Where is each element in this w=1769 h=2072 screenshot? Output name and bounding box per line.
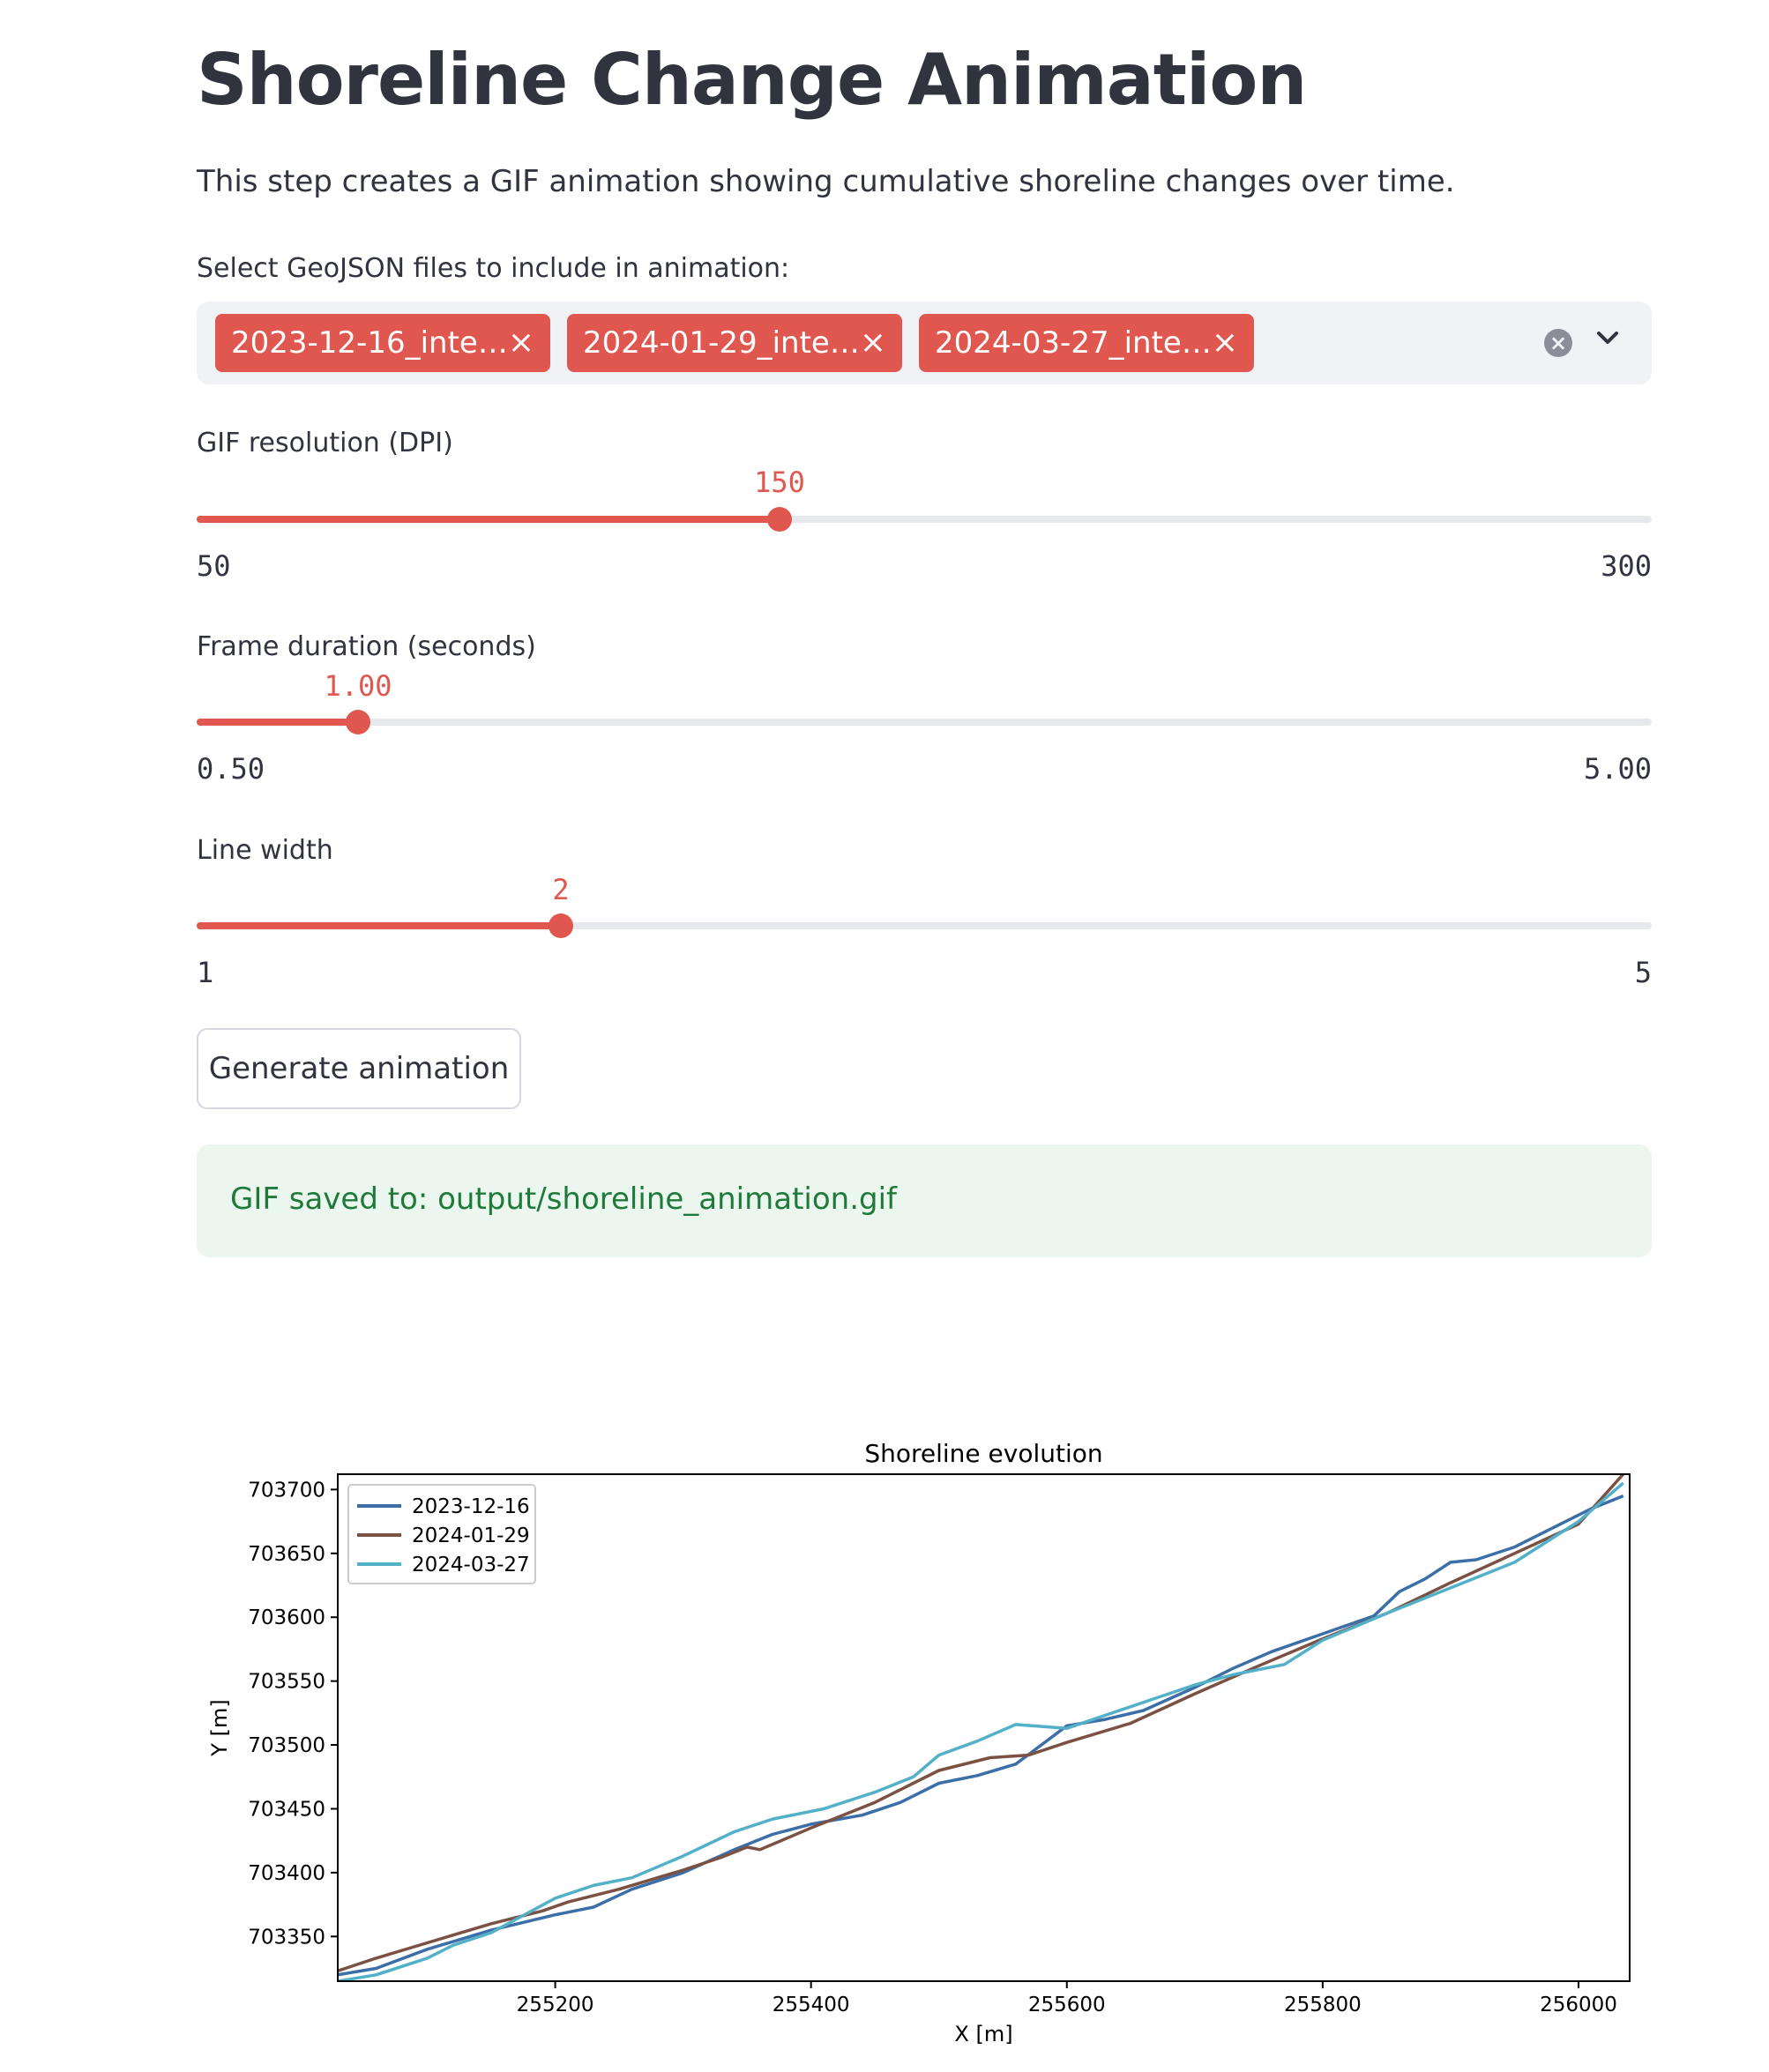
chip-remove-icon[interactable]: × — [859, 324, 886, 361]
chip-label: 2024-01-29_inte… — [583, 325, 860, 361]
y-tick-label: 703350 — [248, 1926, 325, 1949]
line-width-slider-fill — [197, 922, 561, 929]
dpi-slider-thumb[interactable] — [767, 507, 792, 532]
selected-file-chip — [919, 314, 1254, 372]
success-alert — [197, 1144, 1652, 1257]
y-tick-label: 703550 — [248, 1670, 325, 1694]
line-width-slider-thumb[interactable] — [549, 913, 573, 938]
y-tick-label: 703600 — [248, 1606, 325, 1630]
y-tick-label: 703450 — [248, 1798, 325, 1822]
page-description: This step creates a GIF animation showing cumulative shoreline changes over time. — [197, 164, 1455, 199]
geojson-multiselect[interactable] — [197, 302, 1652, 384]
duration-slider-max: 5.00 — [1583, 752, 1652, 786]
y-tick-label: 703400 — [248, 1861, 325, 1885]
x-tick-label: 255400 — [772, 1994, 850, 2016]
x-axis-label: X [m] — [954, 2022, 1013, 2046]
duration-slider-value: 1.00 — [324, 669, 392, 703]
x-tick-label: 255800 — [1283, 1994, 1362, 2016]
y-axis-label: Y [m] — [207, 1699, 232, 1756]
chip-label: 2024-03-27_inte… — [935, 325, 1212, 361]
page-title: Shoreline Change Animation — [197, 39, 1307, 121]
duration-slider-min: 0.50 — [197, 752, 265, 786]
line-width-slider-track[interactable] — [197, 922, 1652, 929]
dpi-slider-min: 50 — [197, 549, 231, 583]
generate-animation-button[interactable]: Generate animation — [197, 1028, 521, 1109]
y-tick-label: 703650 — [248, 1542, 325, 1566]
shoreline-chart — [197, 1428, 1652, 2056]
line-width-slider-max: 5 — [1634, 956, 1652, 989]
dpi-slider-value: 150 — [754, 466, 805, 499]
file-select-label: Select GeoJSON files to include in animation: — [197, 253, 790, 284]
dpi-slider-max: 300 — [1601, 549, 1652, 583]
dpi-slider-fill — [197, 516, 780, 523]
y-tick-label: 703700 — [248, 1479, 325, 1502]
dpi-slider-track[interactable] — [197, 516, 1652, 523]
line-width-slider-value: 2 — [552, 873, 570, 906]
chevron-down-icon[interactable] — [1590, 321, 1625, 356]
selected-file-chip — [567, 314, 902, 372]
chip-label: 2023-12-16_inte… — [231, 325, 508, 361]
selected-file-chip — [215, 314, 550, 372]
success-message: GIF saved to: output/shoreline_animation.gif — [230, 1181, 898, 1217]
clear-all-icon[interactable]: × — [1544, 329, 1572, 357]
x-tick-label: 256000 — [1540, 1994, 1617, 2016]
line-width-slider-label: Line width — [197, 835, 333, 866]
y-tick-label: 703500 — [248, 1734, 325, 1758]
legend-entry: 2024-01-29 — [412, 1524, 530, 1547]
duration-slider-track[interactable] — [197, 719, 1652, 726]
chip-remove-icon[interactable]: × — [507, 324, 534, 361]
legend-entry: 2024-03-27 — [412, 1554, 530, 1576]
chip-remove-icon[interactable]: × — [1211, 324, 1238, 361]
x-tick-label: 255600 — [1027, 1994, 1106, 2016]
duration-slider-thumb[interactable] — [346, 710, 370, 734]
x-tick-label: 255200 — [516, 1994, 594, 2016]
dpi-slider-label: GIF resolution (DPI) — [197, 428, 453, 458]
duration-slider-fill — [197, 719, 358, 726]
chart-title: Shoreline evolution — [864, 1439, 1103, 1468]
legend-entry: 2023-12-16 — [412, 1495, 530, 1518]
duration-slider-label: Frame duration (seconds) — [197, 631, 536, 662]
line-width-slider-min: 1 — [197, 956, 214, 989]
